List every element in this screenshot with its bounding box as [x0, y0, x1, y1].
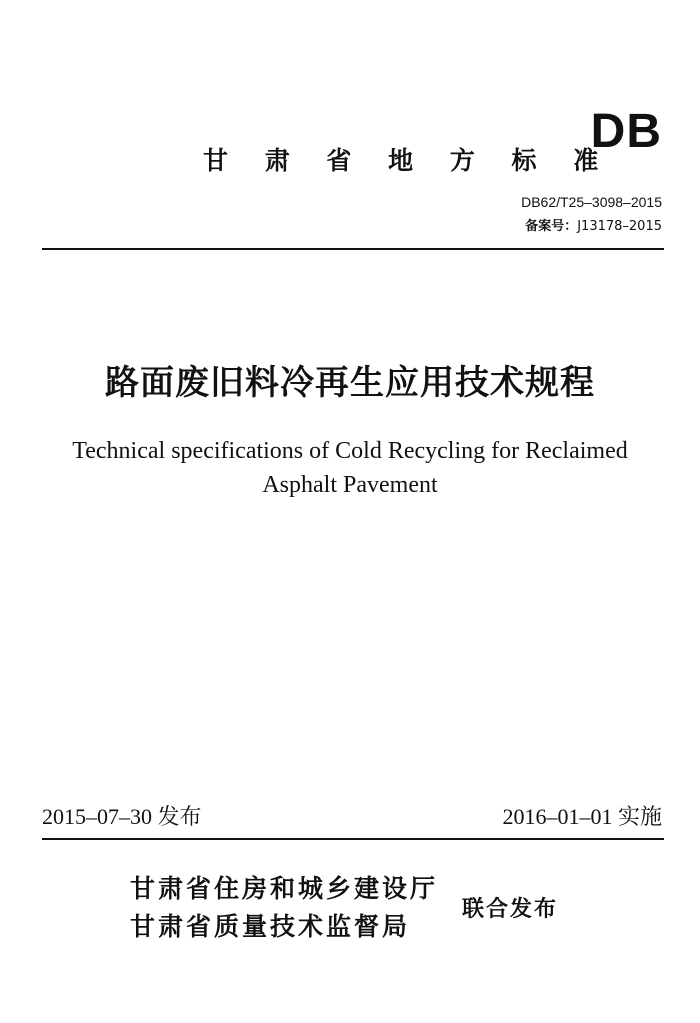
- english-title-line-1: Technical specifications of Cold Recycling for Reclaimed: [72, 438, 628, 464]
- issuing-organizations: [130, 870, 438, 946]
- issuer-quality-bureau: 甘肃省质量技术监督局: [130, 912, 411, 941]
- bottom-divider: [42, 838, 664, 840]
- issue-date: 2015–07–30 发布: [42, 804, 202, 829]
- db-logo: DB: [590, 105, 662, 158]
- filing-number: [525, 218, 662, 236]
- filing-number-value: J13178–2015: [577, 219, 662, 234]
- joint-release-label: 联合发布: [462, 897, 559, 922]
- document-title-chinese: 路面废旧料冷再生应用技术规程: [105, 363, 595, 403]
- document-title-english: [0, 434, 700, 502]
- standard-number: DB62/T25–3098–2015: [521, 194, 662, 210]
- implementation-date: 2016–01–01 实施: [502, 804, 662, 829]
- standard-type-heading: 甘 肃 省 地 方 标 准: [203, 146, 613, 175]
- filing-number-label: 备案号：: [525, 219, 578, 234]
- english-title-line-2: Asphalt Pavement: [262, 472, 438, 498]
- issuer-housing-department: 甘肃省住房和城乡建设厅: [130, 874, 439, 903]
- top-divider: [42, 248, 664, 250]
